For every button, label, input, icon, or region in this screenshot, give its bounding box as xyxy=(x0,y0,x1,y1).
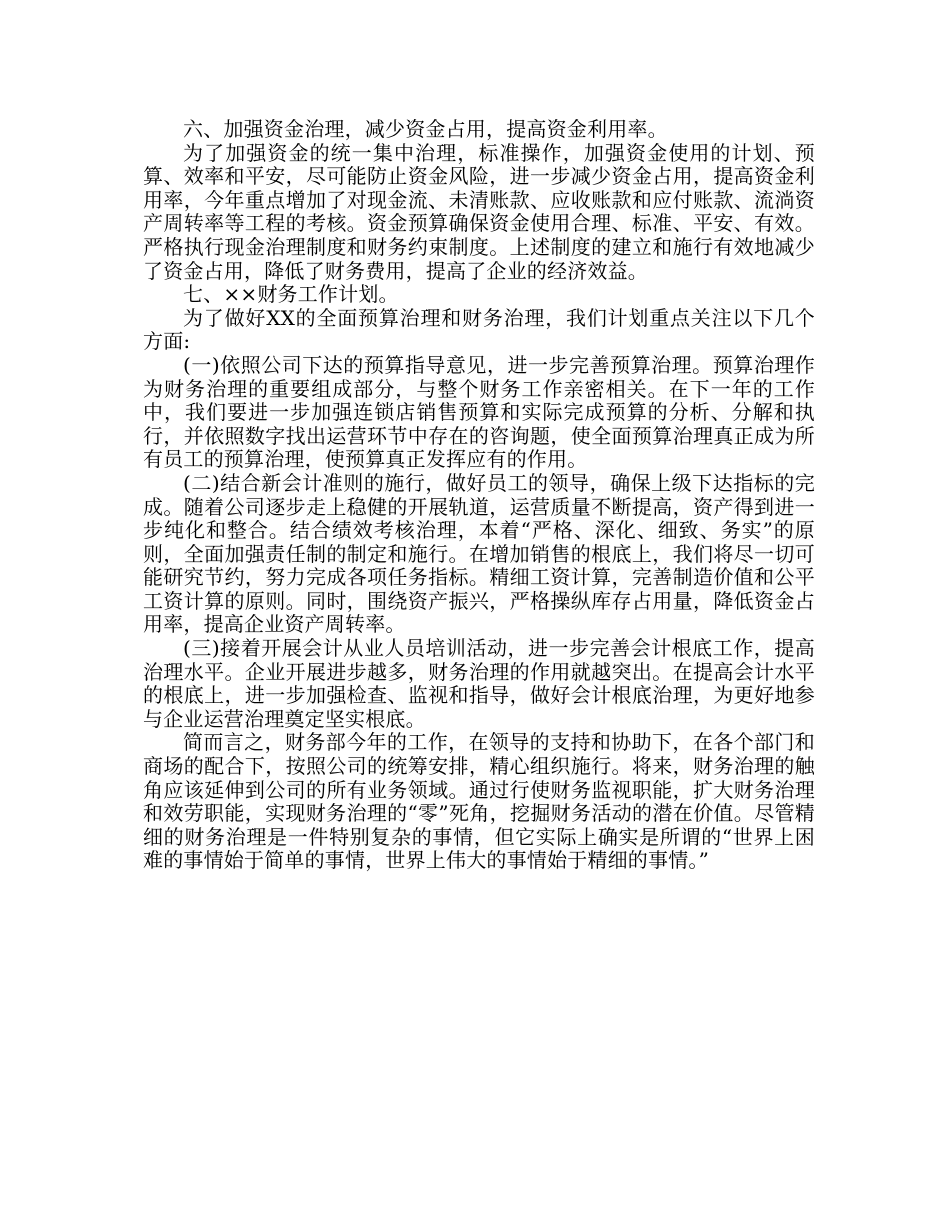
plan-item-two-paragraph: (二)结合新会计准则的施行，做好员工的领导，确保上级下达指标的完成。随着公司逐步走上稳健的开展轨道，运营质量不断提高，资产得到进一步纯化和整合。结合绩效考核治理，本着“严格、深化、细致、务实”的原则，全面加强责任制的制定和施行。在增加销售的根底上，我们将尽一切可能研究节约，努力完成各项任务指标。精细工资计算，完善制造价值和公平工资计算的原则。同时，围绕资产振兴，严格操纵库存占用量，降低资金占用率，提高企业资产周转率。 xyxy=(143,470,815,637)
section-seven-heading: 七、××财务工作计划。 xyxy=(183,282,399,307)
plan-item-three-paragraph: (三)接着开展会计从业人员培训活动，进一步完善会计根底工作，提高治理水平。企业开展进步越多，财务治理的作用就越突出。在提高会计水平的根底上，进一步加强检查、监视和指导，做好会计根底治理，为更好地参与企业运营治理奠定坚实根底。 xyxy=(143,636,815,731)
conclusion-paragraph: 简而言之，财务部今年的工作，在领导的支持和协助下，在各个部门和商场的配合下，按照公司的统筹安排，精心组织施行。将来，财务治理的触角应该延伸到公司的所有业务领域。通过行使财务监视职能，扩大财务治理和效劳职能，实现财务治理的“零”死角，挖掘财务活动的潜在价值。尽管精细的财务治理是一件特别复杂的事情，但它实际上确实是所谓的“世界上困难的事情始于简单的事情，世界上伟大的事情始于精细的事情。” xyxy=(143,730,815,873)
plan-intro-paragraph: 为了做好XX的全面预算治理和财务治理，我们计划重点关注以下几个方面: xyxy=(143,305,815,354)
section-six-heading: 六、加强资金治理，减少资金占用，提高资金利用率。 xyxy=(183,117,668,141)
funds-management-paragraph: 为了加强资金的统一集中治理，标准操作，加强资金使用的计划、预算、效率和平安，尽可能防止资金风险，进一步减少资金占用，提高资金利用率，今年重点增加了对现金流、未清账款、应收账款和应付账款、流淌资产周转率等工程的考核。资金预算确保资金使用合理、标准、平安、有效。严格执行现金治理制度和财务约束制度。上述制度的建立和施行有效地减少了资金占用，降低了财务费用，提高了企业的经济效益。 xyxy=(143,140,815,283)
plan-item-one-paragraph: (一)依照公司下达的预算指导意见，进一步完善预算治理。预算治理作为财务治理的重要组成部分，与整个财务工作亲密相关。在下一年的工作中，我们要进一步加强连锁店销售预算和实际完成预算的分析、分解和执行，并依照数字找出运营环节中存在的咨询题，使全面预算治理真正成为所有员工的预算治理，使预算真正发挥应有的作用。 xyxy=(143,352,815,472)
document-body xyxy=(143,118,815,873)
